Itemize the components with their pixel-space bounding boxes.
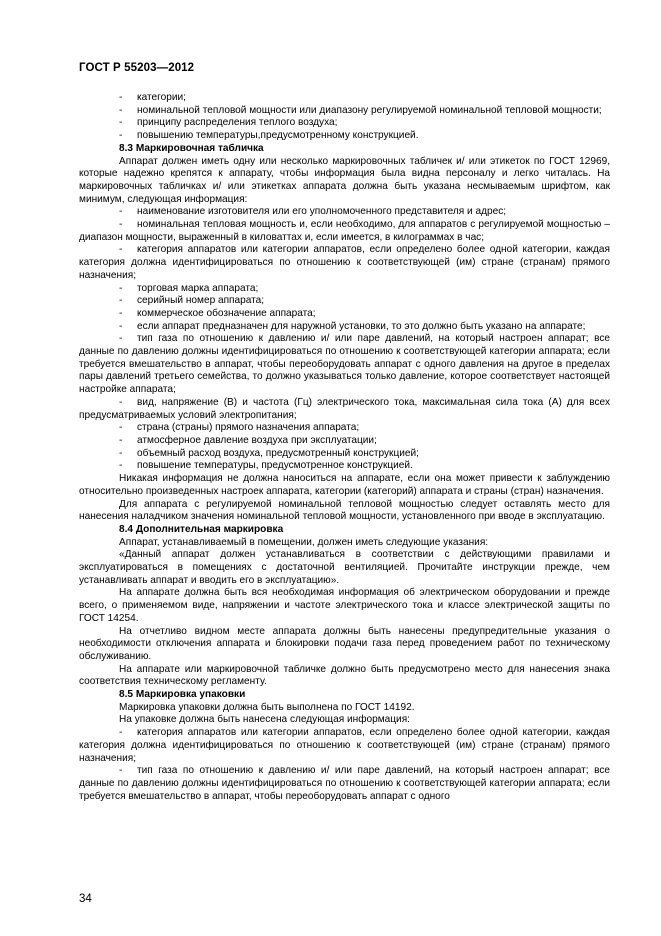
list-item-text: номинальная тепловая мощность и, если необходимо, для аппаратов с регулируемой мощностью – диапазон мощности, выраженный в киловаттах и, если имеется, в килограммах в час; [79,219,610,243]
paragraph: На отчетливо видном месте аппарата должны быть нанесены предупредительные указания о необходимости отключения аппарата и блокировки подачи газа перед проведением работ по техническому обслуживанию. [79,625,610,662]
list-item: - категория аппаратов или категории аппаратов, если определено более одной категории, каждая категория должна идентифицироваться по отношению к соответствующей (им) стране (странам) прямого назначения; [79,727,610,764]
section-heading-8-5: 8.5 Маркировка упаковки [119,689,246,701]
list-item: - наименование изготовителя или его уполномоченного представителя и адрес; [119,206,507,218]
list-item: - тип газа по отношению к давлению и/ или паре давлений, на который настроен аппарат; все данные по давлению должны идентифицироваться по отношению к соответствующей категории аппарата; если требуется вмешательство в аппарат, чтобы переоборудовать аппарат с одного давления на другое в пределах пары давлений третьего семейства, то должно указываться только давление, которое соответствует настоящей настройке аппарата; [79,333,610,396]
list-item: - страна (страны) прямого назначения аппарата; [119,422,360,434]
list-item-text: тип газа по отношению к давлению и/ или паре давлений, на который настроен аппарат; все данные по давлению должны идентифицироваться по отношению к соответствующей категории аппарата; если требуется вмешательство в аппарат, чтобы переоборудовать аппарат с одного давления на другое в пределах пары давлений третьего семейства, то должно указываться только давление, которое соответствует настоящей настройке аппарата; [79,333,610,396]
list-item-text: категория аппаратов или категории аппаратов, если определено более одной категории, каждая категория должна идентифицироваться по отношению к соответствующей (им) стране (странам) прямого назначения; [79,727,610,764]
paragraph: На аппарате или маркировочной табличке должно быть предусмотрено место для нанесения знака соответствия техническому регламенту. [79,663,610,688]
list-item: - тип газа по отношению к давлению и/ или паре давлений, на который настроен аппарат; все данные по давлению должны идентифицироваться по отношению к соответствующей категории аппарата; если требуется вмешательство в аппарат, чтобы переоборудовать аппарат с одного [79,765,610,802]
quoted-paragraph: «Данный аппарат должен устанавливаться в соответствии с действующими правилами и эксплуатироваться в помещениях с достаточной вентиляцией. Прочитайте инструкции прежде, чем устанавливать аппарат и вводить его в эксплуатацию». [79,549,610,586]
list-item-text: номинальной тепловой мощности или диапазону регулируемой номинальной тепловой мощности; [137,104,602,116]
paragraph: Маркировка упаковки должна быть выполнена по ГОСТ 14192. [119,701,415,713]
list-item: - номинальная тепловая мощность и, если необходимо, для аппаратов с регулируемой мощностью – диапазон мощности, выраженный в киловаттах и, если имеется, в килограммах в час; [79,219,610,243]
list-item-text: повышению температуры,предусмотренному конструкцией. [137,130,419,142]
list-item: - объемный расход воздуха, предусмотренный конструкцией; [119,447,419,459]
list-item: - атмосферное давление воздуха при эксплуатации; [119,434,377,446]
list-item: - повышение температуры, предусмотренное конструкцией. [119,460,413,472]
document-body [79,92,610,803]
list-item: - принципу распределения теплого воздуха; [119,117,338,129]
list-item-text: принципу распределения теплого воздуха; [137,117,338,129]
paragraph: Для аппарата с регулируемой номинальной тепловой мощностью следует оставлять место для нанесения наладчиком значения номинальной тепловой мощности, установленного при вводе в эксплуатацию. [79,498,610,523]
list-item-text: тип газа по отношению к давлению и/ или паре давлений, на который настроен аппарат; все данные по давлению должны идентифицироваться по отношению к соответствующей категории аппарата; если требуется вмешательство в аппарат, чтобы переоборудовать аппарат с одного [79,765,610,802]
list-item: - торговая марка аппарата; [119,282,259,294]
section-heading-8-4: 8.4 Дополнительная маркировка [119,523,284,535]
list-item: - серийный номер аппарата; [119,295,265,307]
list-item-text: вид, напряжение (В) и частота (Гц) электрического тока, максимальная сила тока (А) для всех предусматриваемых условий электропитания; [79,396,610,421]
paragraph: На упаковке должна быть нанесена следующая информация: [119,714,410,726]
list-item-text: повышение температуры, предусмотренное конструкцией. [137,460,413,472]
list-item-text: страна (страны) прямого назначения аппарата; [137,422,360,434]
paragraph: Аппарат, устанавливаемый в помещении, должен иметь следующие указания: [119,536,489,548]
list-item: - категория аппаратов или категории аппаратов, если определено более одной категории, каждая категория должна идентифицироваться по отношению к соответствующей (им) стране (странам) прямого назначения; [79,244,610,281]
list-item-text: атмосферное давление воздуха при эксплуатации; [137,434,377,446]
list-item-text: коммерческое обозначение аппарата; [137,307,316,319]
list-item-text: торговая марка аппарата; [137,282,259,294]
list-item: - коммерческое обозначение аппарата; [119,307,316,319]
list-item-text: наименование изготовителя или его уполномоченного представителя и адрес; [137,206,507,218]
page-number: 34 [79,893,92,905]
list-item: - номинальной тепловой мощности или диапазону регулируемой номинальной тепловой мощности; [119,104,602,116]
list-item: - вид, напряжение (В) и частота (Гц) электрического тока, максимальная сила тока (А) для всех предусматриваемых условий электропитания; [79,396,610,421]
paragraph: Аппарат должен иметь одну или несколько маркировочных табличек и/ или этикеток по ГОСТ 12969, которые надежно крепятся к аппарату, чтобы информация была видна персоналу и легко читалась. На маркировочных табличках и/ или этикетках аппарата должна быть указана несмываемым шрифтом, как минимум, следующая информация: [79,155,610,205]
list-item-text: серийный номер аппарата; [137,295,265,307]
list-item: - если аппарат предназначен для наружной установки, то это должно быть указано на аппарате; [119,320,586,332]
list-item-text: категория аппаратов или категории аппаратов, если определено более одной категории, каждая категория должна идентифицироваться по отношению к соответствующей (им) стране (странам) прямого назначения; [79,244,610,281]
list-item-text: если аппарат предназначен для наружной установки, то это должно быть указано на аппарате; [137,320,586,332]
list-item: - повышению температуры,предусмотренному конструкцией. [119,130,419,142]
document-header: ГОСТ Р 55203—2012 [79,62,195,74]
list-item: - категории; [119,92,186,103]
list-item-text: категории; [137,92,186,103]
paragraph: Никакая информация не должна наноситься на аппарате, если она может привести к заблуждению относительно произведенных настроек аппарата, категории (категорий) аппарата и страны (стран) назначения. [79,473,610,497]
list-item-text: объемный расход воздуха, предусмотренный конструкцией; [137,447,419,459]
section-heading-8-3: 8.3 Маркировочная табличка [119,142,264,154]
paragraph: На аппарате должна быть вся необходимая информация об электрическом оборудовании и прежде всего, о применяемом виде, напряжении и частоте электрического тока и классе электрической защиты по ГОСТ 14254. [79,587,610,624]
